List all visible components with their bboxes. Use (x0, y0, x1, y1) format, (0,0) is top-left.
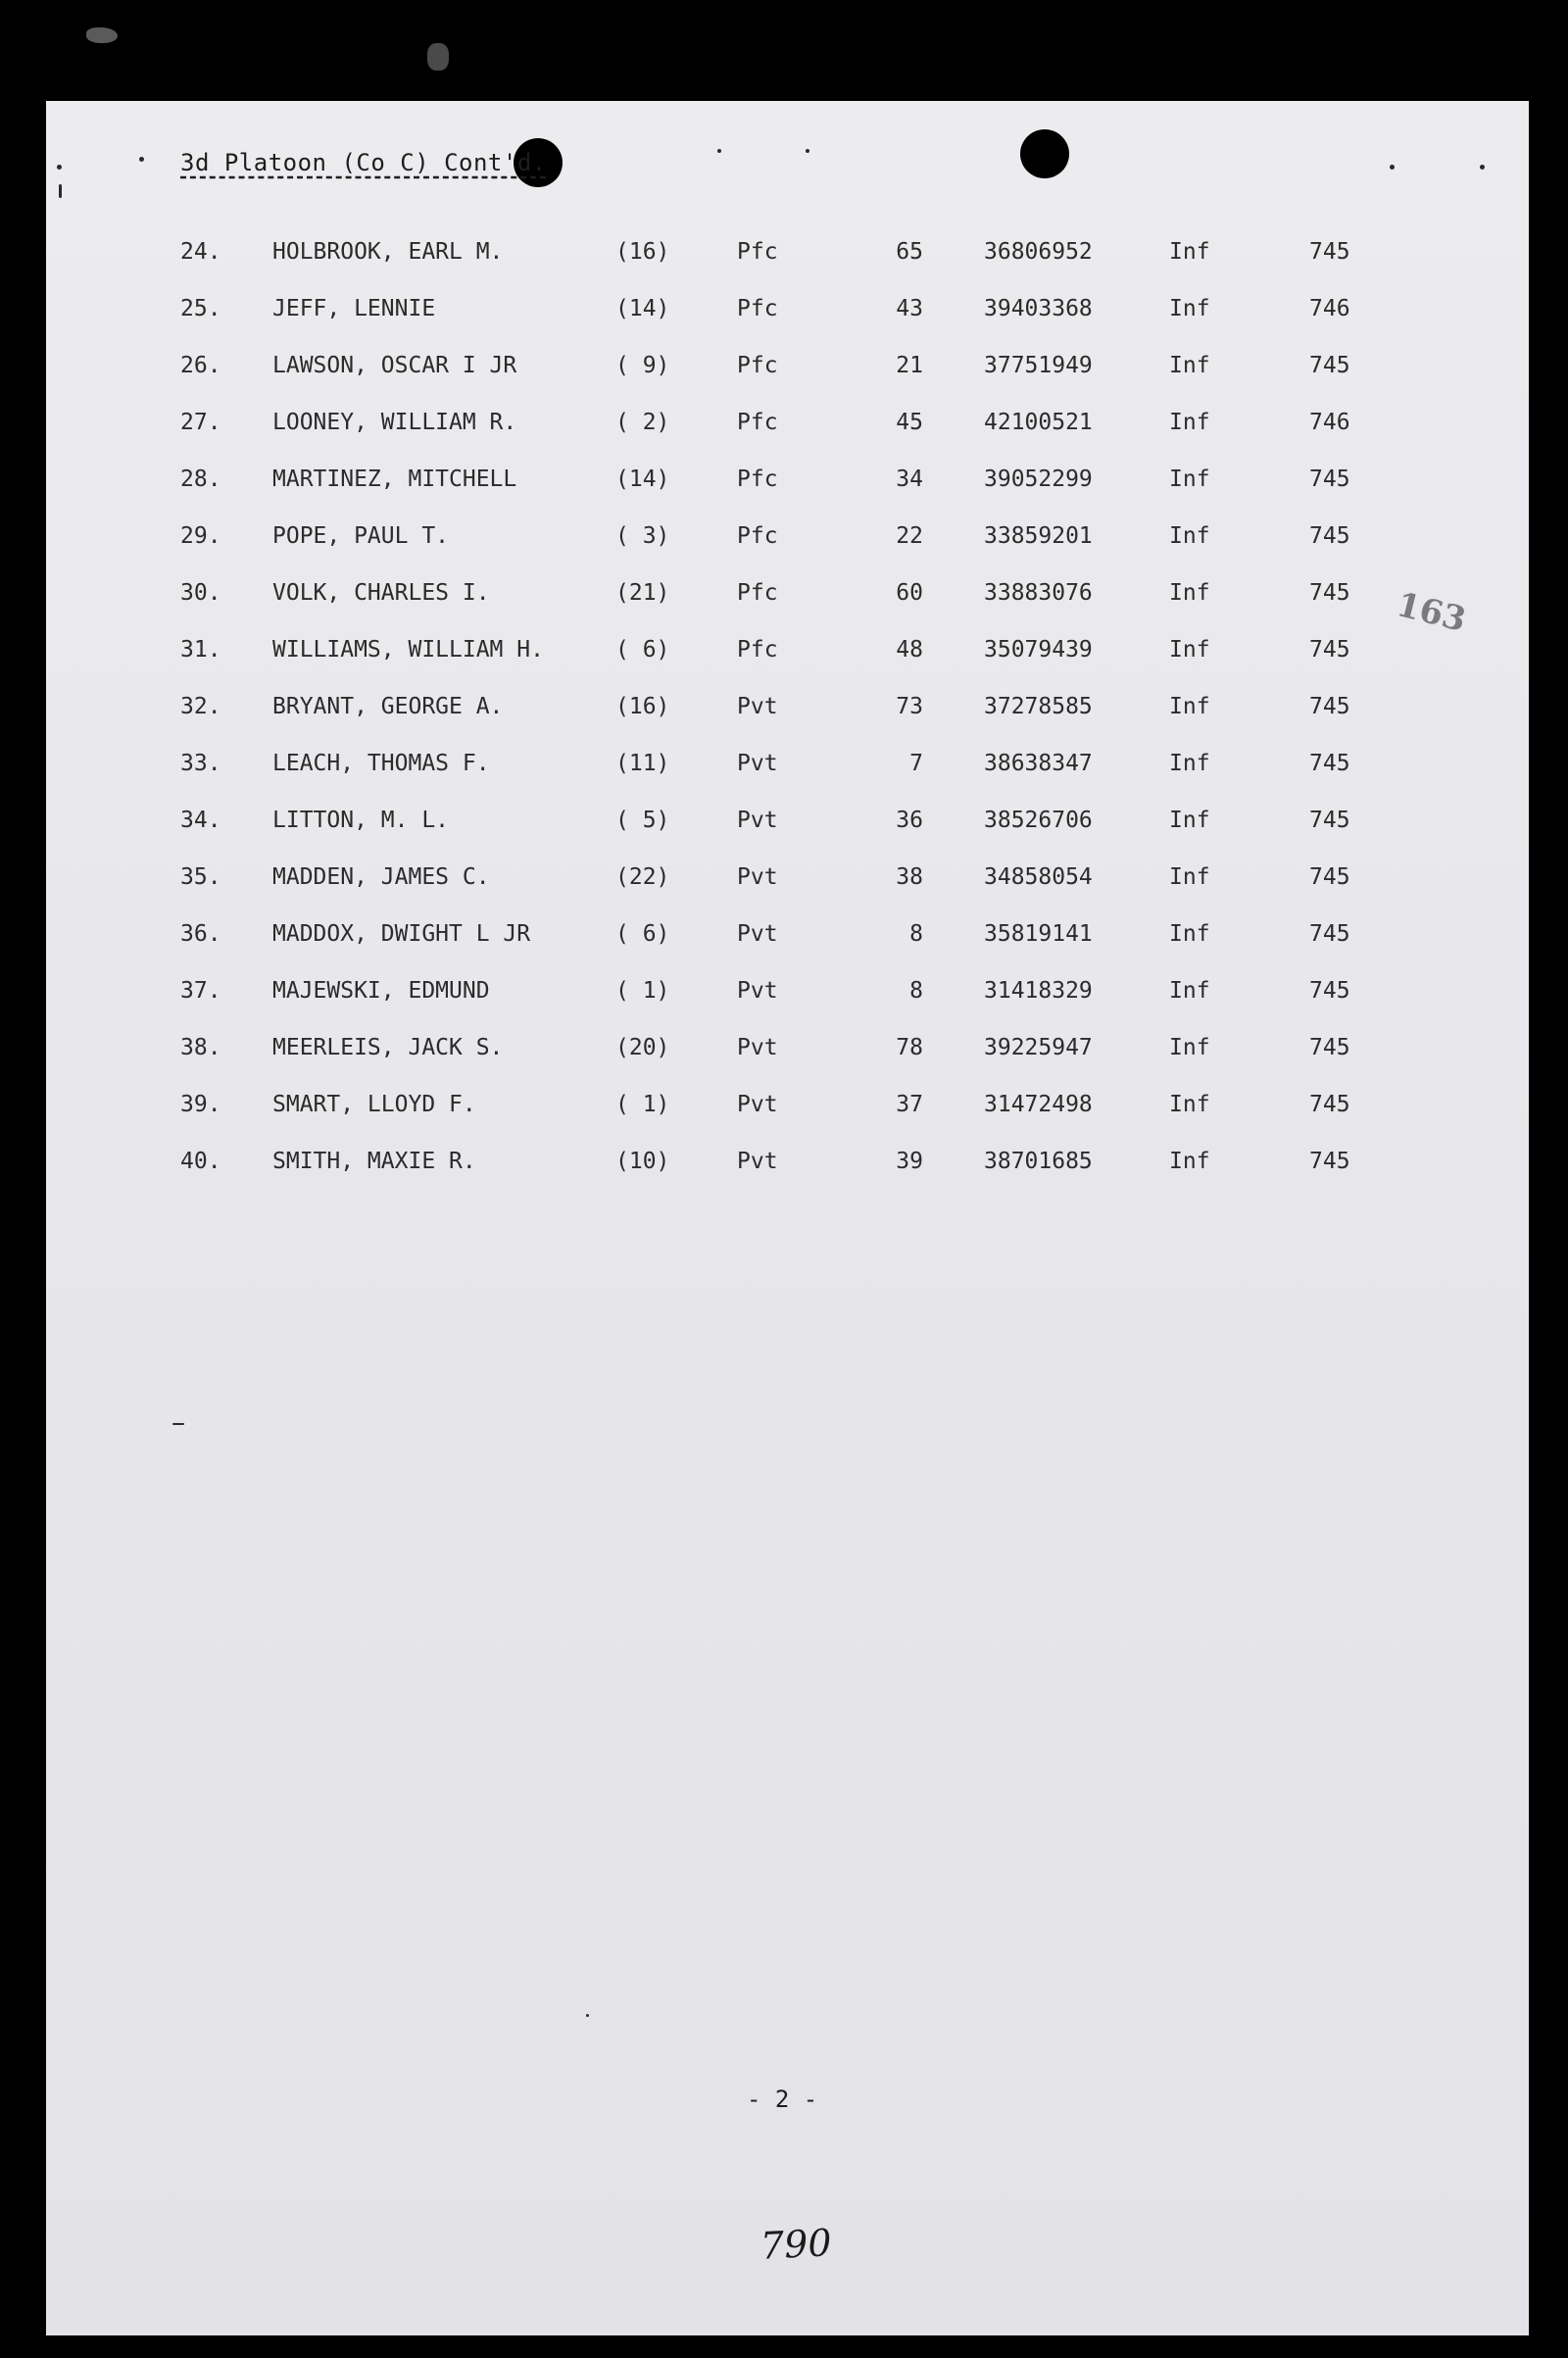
roster-rank: Pvt (737, 751, 778, 776)
roster-name: JEFF, LENNIE (272, 296, 436, 321)
roster-serial: 38701685 (984, 1149, 1093, 1174)
roster-name: SMART, LLOYD F. (272, 1092, 476, 1117)
roster-name: MAJEWSKI, EDMUND (272, 978, 490, 1004)
stray-mark (1390, 165, 1395, 170)
roster-rank: Pfc (737, 467, 778, 492)
roster-grade: (16) (615, 239, 670, 265)
roster-name: HOLBROOK, EARL M. (272, 239, 504, 265)
roster-num: 29. (180, 523, 221, 549)
roster-name: LAWSON, OSCAR I JR (272, 353, 517, 378)
roster-score: 43 (896, 296, 923, 321)
roster-serial: 35819141 (984, 921, 1093, 947)
roster-rank: Pvt (737, 978, 778, 1004)
roster-num: 25. (180, 296, 221, 321)
punch-hole (1020, 129, 1069, 178)
roster-rank: Pfc (737, 296, 778, 321)
roster-serial: 42100521 (984, 410, 1093, 435)
roster-score: 34 (896, 467, 923, 492)
roster-arm: Inf (1169, 864, 1210, 890)
stray-mark (806, 149, 809, 153)
roster-num: 37. (180, 978, 221, 1004)
roster-code: 746 (1309, 410, 1350, 435)
roster-name: LEACH, THOMAS F. (272, 751, 490, 776)
roster-score: 21 (896, 353, 923, 378)
stray-mark (717, 149, 721, 153)
roster-score: 7 (909, 751, 923, 776)
roster-arm: Inf (1169, 296, 1210, 321)
roster-serial: 37278585 (984, 694, 1093, 719)
roster-rank: Pvt (737, 808, 778, 833)
roster-arm: Inf (1169, 921, 1210, 947)
roster-grade: (21) (615, 580, 670, 606)
roster-code: 745 (1309, 1149, 1350, 1174)
roster-rank: Pvt (737, 864, 778, 890)
roster-num: 30. (180, 580, 221, 606)
roster-code: 745 (1309, 467, 1350, 492)
roster-code: 746 (1309, 296, 1350, 321)
stray-mark (139, 157, 144, 162)
roster-score: 60 (896, 580, 923, 606)
stray-mark (57, 165, 62, 170)
roster-num: 33. (180, 751, 221, 776)
roster-serial: 39052299 (984, 467, 1093, 492)
roster-score: 38 (896, 864, 923, 890)
roster-code: 745 (1309, 864, 1350, 890)
roster-grade: ( 5) (615, 808, 670, 833)
roster-code: 745 (1309, 239, 1350, 265)
roster-grade: (20) (615, 1035, 670, 1060)
roster-score: 37 (896, 1092, 923, 1117)
roster-num: 24. (180, 239, 221, 265)
roster-arm: Inf (1169, 808, 1210, 833)
roster-arm: Inf (1169, 978, 1210, 1004)
roster-arm: Inf (1169, 580, 1210, 606)
roster-name: LOONEY, WILLIAM R. (272, 410, 517, 435)
roster-rank: Pfc (737, 353, 778, 378)
roster-rank: Pvt (737, 921, 778, 947)
roster-code: 745 (1309, 580, 1350, 606)
roster-arm: Inf (1169, 637, 1210, 663)
roster-grade: ( 2) (615, 410, 670, 435)
roster-score: 73 (896, 694, 923, 719)
roster-code: 745 (1309, 921, 1350, 947)
roster-name: MADDOX, DWIGHT L JR (272, 921, 531, 947)
roster-serial: 37751949 (984, 353, 1093, 378)
roster-code: 745 (1309, 353, 1350, 378)
roster-grade: (14) (615, 467, 670, 492)
roster-num: 38. (180, 1035, 221, 1060)
roster-num: 39. (180, 1092, 221, 1117)
roster-code: 745 (1309, 637, 1350, 663)
roster-code: 745 (1309, 751, 1350, 776)
roster-num: 28. (180, 467, 221, 492)
roster-grade: ( 1) (615, 978, 670, 1004)
roster-rank: Pvt (737, 1149, 778, 1174)
roster-num: 35. (180, 864, 221, 890)
roster-arm: Inf (1169, 410, 1210, 435)
roster-grade: (10) (615, 1149, 670, 1174)
roster-num: 31. (180, 637, 221, 663)
roster-rank: Pfc (737, 410, 778, 435)
roster-rank: Pfc (737, 239, 778, 265)
roster-serial: 35079439 (984, 637, 1093, 663)
stray-mark (172, 1423, 184, 1425)
roster-grade: (22) (615, 864, 670, 890)
roster-rank: Pvt (737, 694, 778, 719)
roster-score: 39 (896, 1149, 923, 1174)
roster-arm: Inf (1169, 1035, 1210, 1060)
roster-rank: Pvt (737, 1035, 778, 1060)
roster-serial: 31418329 (984, 978, 1093, 1004)
roster-num: 36. (180, 921, 221, 947)
roster-grade: ( 3) (615, 523, 670, 549)
roster-score: 45 (896, 410, 923, 435)
roster-arm: Inf (1169, 467, 1210, 492)
roster-arm: Inf (1169, 353, 1210, 378)
platoon-header: 3d Platoon (Co C) Cont'd. (180, 149, 547, 176)
roster-name: MARTINEZ, MITCHELL (272, 467, 517, 492)
handwritten-number: 790 (759, 2221, 833, 2268)
roster-rank: Pfc (737, 637, 778, 663)
roster-arm: Inf (1169, 1092, 1210, 1117)
roster-num: 27. (180, 410, 221, 435)
roster-arm: Inf (1169, 1149, 1210, 1174)
roster-name: MEERLEIS, JACK S. (272, 1035, 504, 1060)
stray-mark (586, 2014, 589, 2017)
roster-serial: 38526706 (984, 808, 1093, 833)
roster-score: 22 (896, 523, 923, 549)
roster-grade: (11) (615, 751, 670, 776)
margin-page-note: 163 (1393, 585, 1470, 640)
roster-grade: ( 6) (615, 921, 670, 947)
stray-mark (1480, 165, 1485, 170)
roster-score: 8 (909, 921, 923, 947)
roster-name: BRYANT, GEORGE A. (272, 694, 504, 719)
roster-serial: 34858054 (984, 864, 1093, 890)
scan-speck (427, 43, 449, 71)
roster-rank: Pfc (737, 580, 778, 606)
roster-score: 48 (896, 637, 923, 663)
roster-name: VOLK, CHARLES I. (272, 580, 490, 606)
roster-code: 745 (1309, 808, 1350, 833)
roster-name: POPE, PAUL T. (272, 523, 450, 549)
roster-num: 34. (180, 808, 221, 833)
roster-code: 745 (1309, 1092, 1350, 1117)
roster-arm: Inf (1169, 751, 1210, 776)
roster-code: 745 (1309, 1035, 1350, 1060)
roster-score: 36 (896, 808, 923, 833)
roster-name: WILLIAMS, WILLIAM H. (272, 637, 544, 663)
roster-grade: (14) (615, 296, 670, 321)
roster-arm: Inf (1169, 694, 1210, 719)
document-page (46, 101, 1529, 2335)
roster-code: 745 (1309, 978, 1350, 1004)
roster-code: 745 (1309, 694, 1350, 719)
roster-code: 745 (1309, 523, 1350, 549)
page-number: - 2 - (747, 2086, 818, 2113)
roster-serial: 31472498 (984, 1092, 1093, 1117)
roster-serial: 33859201 (984, 523, 1093, 549)
roster-serial: 36806952 (984, 239, 1093, 265)
roster-rank: Pvt (737, 1092, 778, 1117)
roster-serial: 39403368 (984, 296, 1093, 321)
roster-grade: ( 6) (615, 637, 670, 663)
roster-grade: (16) (615, 694, 670, 719)
roster-score: 8 (909, 978, 923, 1004)
roster-name: MADDEN, JAMES C. (272, 864, 490, 890)
roster-score: 65 (896, 239, 923, 265)
roster-arm: Inf (1169, 239, 1210, 265)
roster-arm: Inf (1169, 523, 1210, 549)
roster-score: 78 (896, 1035, 923, 1060)
roster-num: 26. (180, 353, 221, 378)
roster-serial: 33883076 (984, 580, 1093, 606)
roster-num: 32. (180, 694, 221, 719)
roster-serial: 39225947 (984, 1035, 1093, 1060)
scan-speck (86, 27, 118, 43)
roster-name: LITTON, M. L. (272, 808, 450, 833)
roster-rank: Pfc (737, 523, 778, 549)
roster-serial: 38638347 (984, 751, 1093, 776)
roster-grade: ( 1) (615, 1092, 670, 1117)
roster-num: 40. (180, 1149, 221, 1174)
roster-name: SMITH, MAXIE R. (272, 1149, 476, 1174)
roster-grade: ( 9) (615, 353, 670, 378)
stray-mark (59, 184, 62, 198)
